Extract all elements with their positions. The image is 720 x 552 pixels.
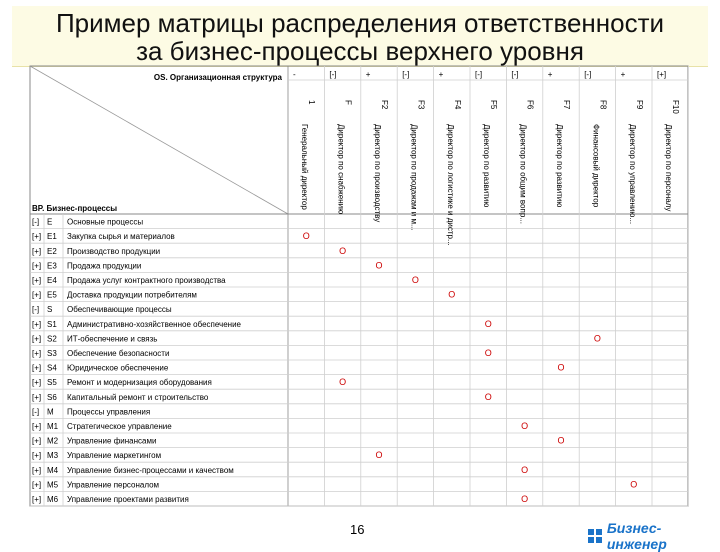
- row-process-name: Управление маркетингом: [67, 451, 162, 461]
- row-process-name: Закупка сырья и материалов: [67, 232, 175, 242]
- column-code: F6: [525, 100, 535, 110]
- row-process-name: Процессы управления: [67, 407, 151, 417]
- responsibility-marker[interactable]: O: [339, 245, 347, 256]
- column-toggle[interactable]: -: [293, 70, 296, 79]
- column-toggle[interactable]: [-]: [475, 70, 483, 79]
- row-process-name: Обеспечение безопасности: [67, 349, 170, 358]
- column-toggle[interactable]: [-]: [402, 70, 410, 79]
- row-code: S: [47, 305, 53, 315]
- responsibility-marker[interactable]: O: [557, 435, 565, 446]
- column-code: F5: [489, 100, 499, 110]
- column-code: F4: [452, 100, 462, 110]
- row-code: S3: [47, 349, 57, 358]
- responsibility-marker[interactable]: O: [593, 333, 601, 344]
- row-code: S1: [47, 319, 57, 329]
- responsibility-marker[interactable]: O: [375, 260, 383, 271]
- row-process-name: Основные процессы: [67, 217, 144, 227]
- row-toggle[interactable]: [+]: [32, 363, 42, 373]
- row-toggle[interactable]: [+]: [32, 451, 42, 461]
- row-toggle[interactable]: [+]: [32, 422, 42, 431]
- org-structure-header: OS. Организационная структура: [153, 73, 282, 82]
- responsibility-marker[interactable]: O: [521, 464, 529, 475]
- row-toggle[interactable]: [+]: [32, 378, 42, 388]
- row-code: M4: [47, 465, 59, 475]
- column-name: Директор по производству: [373, 124, 382, 223]
- column-name: Директор по развитию: [555, 124, 564, 208]
- responsibility-marker[interactable]: O: [448, 289, 456, 300]
- row-toggle[interactable]: [+]: [32, 261, 42, 271]
- row-toggle[interactable]: [+]: [32, 480, 42, 490]
- business-process-header: BP. Бизнес-процессы: [32, 204, 118, 213]
- responsibility-marker[interactable]: O: [521, 494, 529, 504]
- row-process-name: Управление бизнес-процессами и качеством: [67, 465, 234, 475]
- row-toggle[interactable]: [+]: [32, 334, 42, 344]
- row-code: E3: [47, 261, 57, 271]
- row-toggle[interactable]: [+]: [32, 392, 42, 402]
- row-toggle[interactable]: [-]: [32, 407, 40, 417]
- responsibility-marker[interactable]: O: [302, 231, 310, 242]
- responsibility-marker[interactable]: O: [521, 421, 529, 431]
- row-code: S5: [47, 378, 57, 388]
- row-process-name: Обеспечивающие процессы: [67, 305, 172, 315]
- responsibility-marker[interactable]: O: [630, 479, 638, 490]
- column-name: Директор по персоналу: [664, 124, 674, 212]
- logo-text: Бизнес-инженер: [606, 520, 667, 552]
- row-code: E: [47, 217, 53, 227]
- row-code: E2: [47, 246, 57, 256]
- column-code: F2: [380, 100, 389, 110]
- responsibility-marker[interactable]: O: [339, 377, 347, 388]
- row-toggle[interactable]: [+]: [32, 246, 42, 256]
- column-name: Директор по общим вопр...: [518, 124, 528, 224]
- row-toggle[interactable]: [+]: [32, 349, 42, 358]
- column-code: F10: [671, 100, 681, 114]
- responsibility-marker[interactable]: O: [484, 391, 492, 402]
- row-process-name: Ремонт и модернизация оборудования: [67, 378, 212, 388]
- corner-diagonal: [30, 66, 288, 214]
- column-toggle[interactable]: +: [547, 70, 553, 79]
- row-code: M2: [47, 436, 59, 446]
- row-process-name: Юридическое обеспечение: [67, 363, 169, 373]
- column-toggle[interactable]: +: [365, 70, 371, 79]
- row-process-name: Доставка продукции потребителям: [67, 290, 197, 300]
- title-line-1: Пример матрицы распределения ответственности: [55, 8, 665, 38]
- page-number: 16: [350, 522, 365, 537]
- row-toggle[interactable]: [+]: [32, 495, 42, 504]
- row-code: S2: [47, 334, 57, 344]
- row-process-name: ИТ-обеспечение и связь: [67, 334, 158, 344]
- title-line-2: за бизнес-процессы верхнего уровня: [136, 36, 584, 66]
- responsibility-marker[interactable]: O: [484, 348, 492, 358]
- column-name: Директор по управлению...: [627, 124, 637, 225]
- row-process-name: Административно-хозяйственное обеспечение: [67, 319, 241, 329]
- column-code: 1: [307, 100, 317, 105]
- column-name: Директор по снабжению: [336, 124, 346, 215]
- row-code: S6: [47, 392, 57, 402]
- row-process-name: Продажа продукции: [67, 261, 142, 271]
- column-name: Директор по логистике и дистр...: [445, 124, 455, 246]
- row-toggle[interactable]: [-]: [32, 305, 40, 315]
- column-name: Генеральный директор: [300, 124, 310, 210]
- logo-icon: [588, 529, 602, 543]
- row-toggle[interactable]: [+]: [32, 319, 42, 329]
- responsibility-marker[interactable]: O: [411, 275, 419, 285]
- column-code: F3: [416, 100, 426, 110]
- responsibility-marker[interactable]: O: [375, 450, 383, 461]
- column-name: Директор по продажам и м...: [409, 124, 419, 231]
- row-code: E4: [47, 276, 57, 285]
- row-toggle[interactable]: [+]: [32, 276, 42, 285]
- row-process-name: Стратегическое управление: [67, 422, 172, 431]
- row-toggle[interactable]: [+]: [32, 290, 42, 300]
- column-toggle[interactable]: +: [620, 70, 626, 79]
- row-process-name: Капитальный ремонт и строительство: [67, 392, 209, 402]
- column-code: F9: [634, 100, 644, 110]
- row-process-name: Управление проектами развития: [67, 495, 189, 504]
- row-process-name: Продажа услуг контрактного производства: [67, 276, 226, 285]
- column-toggle[interactable]: [+]: [657, 70, 667, 79]
- row-code: S4: [47, 363, 57, 373]
- row-toggle[interactable]: [+]: [32, 232, 42, 242]
- responsibility-marker[interactable]: O: [557, 362, 565, 373]
- row-toggle[interactable]: [-]: [32, 217, 40, 227]
- row-process-name: Производство продукции: [67, 246, 161, 256]
- column-code: F7: [562, 100, 571, 110]
- column-code: F8: [598, 100, 608, 110]
- row-code: E5: [47, 290, 57, 300]
- column-toggle[interactable]: [-]: [584, 70, 592, 79]
- column-name: Финансовый директор: [591, 124, 601, 208]
- column-toggle[interactable]: [-]: [511, 70, 519, 79]
- row-code: M5: [47, 480, 59, 490]
- row-code: M3: [47, 451, 59, 461]
- row-toggle[interactable]: [+]: [32, 436, 42, 446]
- row-code: M6: [47, 495, 59, 504]
- row-process-name: Управление персоналом: [67, 480, 160, 490]
- column-toggle[interactable]: [-]: [329, 70, 337, 79]
- row-code: M: [47, 407, 54, 417]
- row-code: E1: [47, 232, 57, 242]
- column-code: F: [343, 100, 353, 105]
- row-process-name: Управление финансами: [67, 436, 157, 446]
- column-toggle[interactable]: +: [438, 70, 444, 79]
- company-logo: [588, 520, 720, 552]
- responsibility-marker[interactable]: O: [484, 318, 492, 329]
- column-name: Директор по развитию: [482, 124, 492, 208]
- row-code: M1: [47, 422, 59, 431]
- row-toggle[interactable]: [+]: [32, 465, 42, 475]
